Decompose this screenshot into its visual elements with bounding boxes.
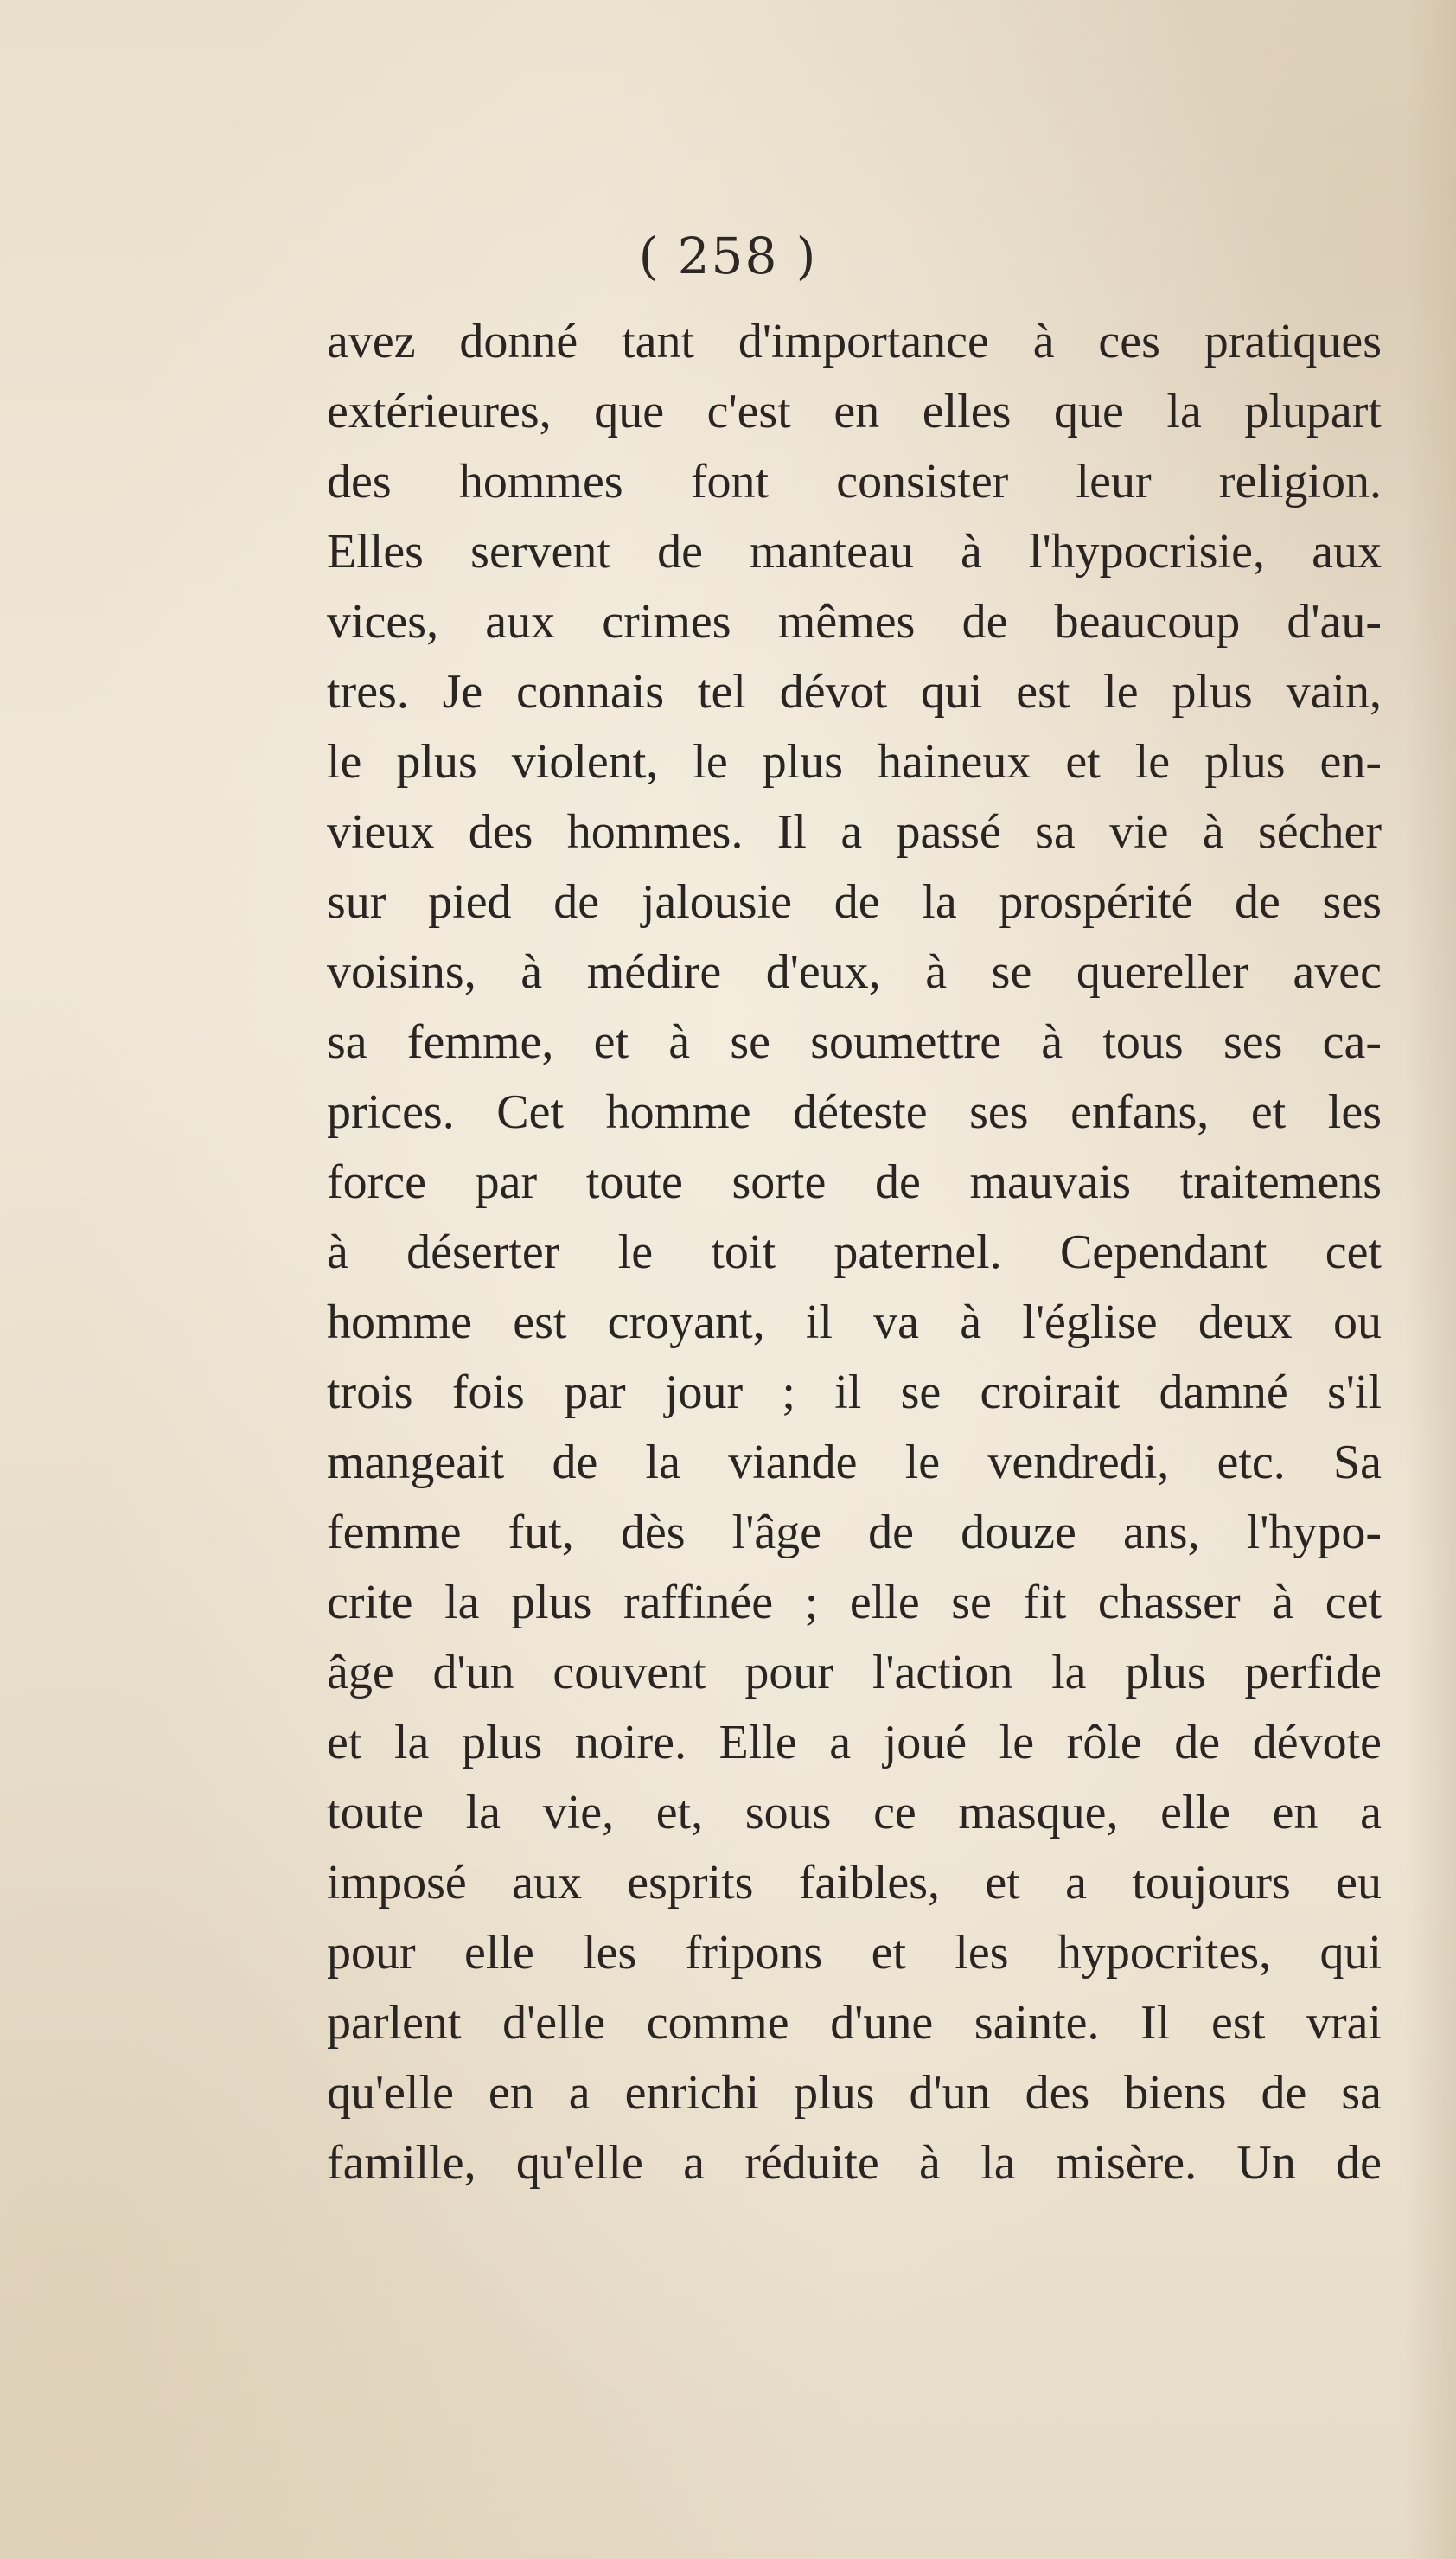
- text-line: toute la vie, et, sous ce masque, elle en a: [327, 1786, 1382, 1839]
- text-line: sa femme, et à se soumettre à tous ses ca-: [327, 1015, 1382, 1069]
- body-text: [327, 307, 1382, 2198]
- text-line: prices. Cet homme déteste ses enfans, et les: [327, 1085, 1382, 1139]
- text-line: Elles servent de manteau à l'hypocrisie, aux: [327, 525, 1382, 579]
- text-line: et la plus noire. Elle a joué le rôle de dévote: [327, 1716, 1382, 1769]
- text-line: avez donné tant d'importance à ces pratiques: [327, 315, 1382, 368]
- text-line: vices, aux crimes mêmes de beaucoup d'au-: [327, 595, 1382, 649]
- text-line: des hommes font consister leur religion.: [327, 455, 1382, 509]
- text-line: trois fois par jour ; il se croirait damné s'il: [327, 1366, 1382, 1419]
- page-edge-shadow: [1404, 0, 1456, 2559]
- text-line: âge d'un couvent pour l'action la plus perfide: [327, 1646, 1382, 1699]
- text-line: pour elle les fripons et les hypocrites, qui: [327, 1926, 1382, 1980]
- text-line: homme est croyant, il va à l'église deux ou: [327, 1295, 1382, 1349]
- text-line: imposé aux esprits faibles, et a toujours eu: [327, 1856, 1382, 1910]
- text-line: le plus violent, le plus haineux et le plus en-: [327, 735, 1382, 789]
- text-line: crite la plus raffinée ; elle se fit chasser à cet: [327, 1576, 1382, 1629]
- text-line: à déserter le toit paternel. Cependant cet: [327, 1225, 1382, 1279]
- text-line: famille, qu'elle a réduite à la misère. Un de: [327, 2136, 1382, 2190]
- text-line: tres. Je connais tel dévot qui est le plus vain,: [327, 665, 1382, 719]
- text-line: mangeait de la viande le vendredi, etc. Sa: [327, 1436, 1382, 1489]
- text-line: voisins, à médire d'eux, à se quereller avec: [327, 945, 1382, 999]
- text-line: sur pied de jalousie de la prospérité de ses: [327, 875, 1382, 929]
- text-line: femme fut, dès l'âge de douze ans, l'hypo-: [327, 1506, 1382, 1559]
- text-line: extérieures, que c'est en elles que la plupart: [327, 385, 1382, 438]
- page-number: ( 258 ): [638, 227, 818, 285]
- text-line: qu'elle en a enrichi plus d'un des biens de sa: [327, 2066, 1382, 2120]
- text-line: vieux des hommes. Il a passé sa vie à sécher: [327, 805, 1382, 859]
- text-line: force par toute sorte de mauvais traitemens: [327, 1155, 1382, 1209]
- text-line: parlent d'elle comme d'une sainte. Il est vrai: [327, 1996, 1382, 2050]
